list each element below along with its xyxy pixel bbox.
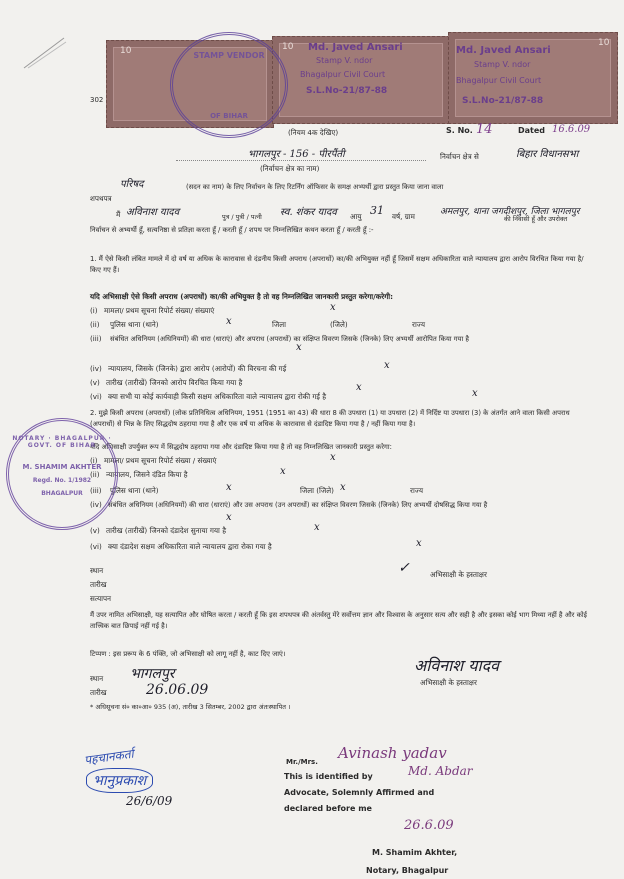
seal-top-sub: OF BIHAR [210,112,248,120]
vendor-role-1: Stamp V. ndor [316,56,373,65]
serial-value: 14 [476,122,493,137]
item2-i-mark: x [330,452,336,463]
identifier-date: 26/6/09 [126,794,173,808]
constituency-label: (निर्वाचन क्षेत्र का नाम) [260,164,320,173]
item1-iii-no: (iii) [90,334,102,343]
left-seal-name: M. SHAMIM AKHTER [22,463,102,471]
mr-name: Avinash yadav [338,744,447,762]
item1-ii-district: जिला [272,320,286,329]
item1-v-mark: x [356,382,362,393]
item1-ii-districts: (जिले) [330,320,348,329]
stamp-vendor-seal [170,32,288,138]
stamp-paper-inner [279,43,443,117]
final-place-value: भागलपुर [130,666,175,682]
left-seal-sub: BHAGALPUR [41,490,83,497]
note-text: टिप्पण : इस प्ररूप के 6 पंक्ति, जो अभिसाक्षी को लागू नहीं है, काट दिए जाएं। [90,650,286,658]
item2-v-mark: x [314,522,320,533]
final-date-label: तारीख [90,688,107,697]
item1-i-mark: x [330,302,336,313]
deponent-signature-label-2: अभिसाक्षी के हस्ताक्षर [420,678,477,687]
item1-ii-text: पुलिस थाना (थाने) [110,320,159,329]
item1-vi-text: क्या सभी या कोई कार्यवाही किसी सक्षम अधिकारिता वाले न्यायालय द्वारा रोकी गई है [108,392,327,401]
item2-iii-mark: x [226,482,232,493]
item2-iii-mark-2: x [340,482,346,493]
item2-ii-text: न्यायालय, जिसने दंडित किया है [106,470,188,479]
clause-1: 1. मैं ऐसे किसी लंबित मामले में दो वर्ष या अधिक के कारावास से दंडनीय किसी अपराध (अपराधों) का/की अभियुक्त नहीं हूँ जिसमें सक्षम अधिकारिता वाले न्यायालय द्वारा आरोप विरचित किया गया है/किए गए हैं। [90,255,584,274]
clause-2-if: यदि अभिसाक्षी उपर्युक्त रूप में सिद्धदोष ठहराया गया और दंडादिष्ट किया गया है तो वह निम्नलिखित जानकारी प्रस्तुत करेगा: [90,443,392,451]
deponent-signature-label: अभिसाक्षी के हस्ताक्षर [430,570,487,579]
pen-mark-icon [20,32,70,72]
intro-line-1: (सदन का नाम) के लिए निर्वाचन के लिए रिटर्निंग ऑफिसर के समक्ष अभ्यर्थी द्वारा प्रस्तुत किया जाना वाला [186,183,444,191]
item2-iv-no: (iv) [90,500,102,509]
item2-vi-mark: x [416,538,422,549]
advocate-name: Md. Abdar [408,764,473,778]
item1-iv-mark: x [384,360,390,371]
clause-2: 2. मुझे किसी अपराध (अपराधों) (लोक प्रतिनिधित्व अधिनियम, 1951 (1951 का 43) की धारा 8 की उपधारा (1) या उपधारा (2) में निर्दिष्ट या उपधारा (3) के अंतर्गत आने वाला किसी अपराध (अपराधों) से भिन्न के लिए सिद्धदोष ठहराया गया है और एक वर्ष या अधिक के कारावास से दंडादिष्ट किया गया है / नहीं किया गया है। [90,409,570,428]
address-value: अमलपुर, थाना जगदीशपुर, जिला भागलपुर [440,207,580,217]
stamp-denomination-1: 10 [120,46,132,56]
notary-date: 26.6.09 [404,818,454,833]
item2-vi-no: (vi) [90,542,102,551]
identified-line: This is identified by [284,772,373,781]
item2-iv-mark: x [226,512,232,523]
intro-line-3: निर्वाचन से अभ्यर्थी हूँ, सत्यनिष्ठा से प्रतिज्ञा करता हूँ / करती हूँ / शपथ पर निम्नलिखित कथन करता हूँ / करती हूँ :- [90,226,374,234]
item2-ii-mark: x [280,466,286,477]
vendor-name-2: Md. Javed Ansari [456,45,551,56]
serial-label: S. No. [446,126,473,135]
notary-seal-left [6,418,118,530]
notary-title: Notary, Bhagalpur [366,866,449,875]
notary-name: M. Shamim Akhter, [372,848,458,857]
item1-v-text: तारीख (तारीखें) जिनको आरोप विरचित किया गया है [106,378,243,387]
item2-ii-no: (ii) [90,470,100,479]
item1-i-no: (i) [90,306,98,315]
years-label: वर्ष, ग्राम [392,212,415,221]
constituency-state: बिहार विधानसभा [516,149,579,160]
item1-i-text: मामला/ प्रथम सूचना रिपोर्ट संख्या/ संख्याएं [104,306,215,315]
seal-top-text: STAMP VENDOR [193,51,265,60]
affirmed-line: Advocate, Solemnly Affirmed and [284,788,435,797]
item1-iii-text: संबंधित अधिनियम (अधिनियमों) की धारा (धाराएं) और अपराध (अपराधों) का संक्षिप्त विवरण जिसके (जिनके) लिए अभ्यर्थी आरोपित किया गया है [110,335,470,343]
deponent-signature: अविनाश यादव [414,656,500,675]
item1-iii-mark: x [296,342,302,353]
item2-i-no: (i) [90,456,98,465]
vendor-name-1: Md. Javed Ansari [308,42,403,53]
clause-if: यदि अभिसाक्षी ऐसे किसी अपराध (अपराधों) का/की अभियुक्त है तो वह निम्नलिखित जानकारी प्रस्तुत करेगा/करेगी: [90,292,393,301]
mr-label: Mr./Mrs. [286,758,318,766]
stamp-denomination-3: 10 [598,38,610,48]
item2-v-no: (v) [90,526,100,535]
left-seal-ring: NOTARY · BHAGALPUR · GOVT. OF BIHAR [12,435,112,449]
rule-reference: (नियम 4क देखिए) [288,128,339,137]
vendor-place-2: Bhagalpur Civil Court [456,76,542,85]
identifier-word: पहचानकर्ता [83,746,135,768]
stamp-denomination-2: 10 [282,42,294,52]
item1-iv-text: न्यायालय, जिसके (जिनके) द्वारा आरोप (आरोपों) की विरचना की गई [108,364,287,373]
resident-label: की निवासी हूँ और उपरोक्त [504,215,568,223]
intro-i: मैं [116,210,121,219]
item1-iv-no: (iv) [90,364,102,373]
candidate-name: अविनाश यादव [126,207,180,218]
page-number: 302 [90,96,104,104]
age-value: 31 [370,204,384,217]
vendor-licence-1: S.L.No-21/87-88 [306,86,388,96]
item1-ii-state: राज्य [412,320,426,329]
dated-label: Dated [518,126,546,135]
vendor-role-2: Stamp V. ndor [474,60,531,69]
affidavit-word: शपथपत्र [90,194,112,203]
item1-vi-mark: x [472,388,478,399]
vendor-licence-2: S.L.No-21/87-88 [462,96,544,106]
item2-iii-no: (iii) [90,486,102,495]
item1-vi-no: (vi) [90,392,102,401]
verification-text: मैं उपर नामित अभिसाक्षी, यह सत्यापित और घोषित करता / करती हूँ कि इस शपथपत्र की अंतर्वस्तु मेरे सर्वोत्तम ज्ञान और विश्वास के अनुसार सत्य और सही है और इसका कोई भाग मिथ्या नहीं है और कोई तात्त्विक बात छिपाई नहीं गई है। [90,611,587,630]
left-seal-reg: Regd. No. 1/1982 [32,477,92,484]
house-name: परिषद [120,179,144,190]
vendor-place-1: Bhagalpur Civil Court [300,70,386,79]
place-label: स्थान [90,566,104,575]
item2-iv-text: संबंधित अधिनियम (अधिनियमों) की धारा (धाराएं) और उस अपराध (उन अपराधों) का संक्षिप्त विवरण जिसके (जिनके) लिए अभ्यर्थी दोषसिद्ध किया गया है [108,501,488,509]
item1-ii-mark: x [226,316,232,327]
item1-v-no: (v) [90,378,100,387]
final-date-value: 26.06.09 [146,682,209,698]
constituency-name: भागलपुर - 156 - पीरपैंती [248,149,345,160]
footnote: * अधिसूचना सं० का०आ० 935 (अ), तारीख 3 सितम्बर, 2002 द्वारा अंतःस्थापित । [90,703,291,711]
item2-iii-district: जिला (जिले) [300,486,334,495]
relation-label: पुत्र / पुत्री / पत्नी [222,213,262,221]
item2-iii-text: पुलिस थाना (थाने) [110,486,159,495]
item2-v-text: तारीख (तारीखें) जिनको दंडादेश सुनाया गया है [106,526,227,535]
item2-vi-text: क्या दंडादेश सक्षम अधिकारिता वाले न्यायालय द्वारा रोका गया है [108,542,272,551]
item2-iii-state: राज्य [410,486,424,495]
father-name: स्व. शंकर यादव [280,207,337,218]
identifier-signature: भानुप्रकाश [86,768,153,793]
date-label: तारीख [90,580,107,589]
final-place-label: स्थान [90,674,104,683]
constituency-label-right: निर्वाचन क्षेत्र से [440,152,479,161]
dated-value: 16.6.09 [552,124,591,135]
dotted-line [176,160,426,161]
declared-line: declared before me [284,804,372,813]
verification-label: सत्यापन [90,594,112,603]
tick-mark: ✓ [398,560,410,576]
item1-ii-no: (ii) [90,320,100,329]
item2-i-text: मामला/ प्रथम सूचना रिपोर्ट संख्या / संख्याएं [104,456,217,465]
age-label: आयु [350,212,362,221]
